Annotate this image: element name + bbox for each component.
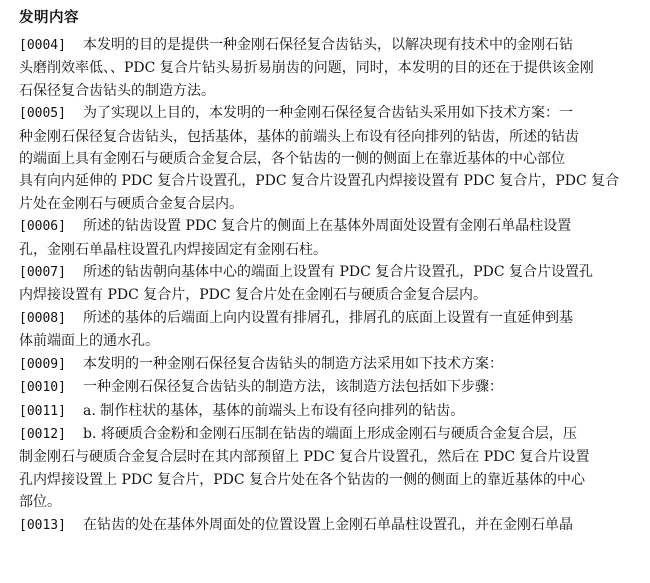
paragraph-line bbox=[19, 423, 639, 446]
paragraph-line bbox=[19, 353, 639, 376]
paragraph-line bbox=[19, 307, 639, 330]
paragraph-line bbox=[19, 148, 639, 170]
paragraph-text: 所述的钻齿朝向基体中心的端面上设置有 PDC 复合片设置孔，PDC 复合片设置孔 bbox=[83, 264, 594, 281]
paragraph bbox=[19, 261, 639, 307]
paragraph-text: 所述的钻齿设置 PDC 复合片的侧面上在基体外周面处设置有金刚石单晶柱设置 bbox=[83, 218, 572, 235]
paragraph-text: 本发明的一种金刚石保径复合齿钻头的制造方法采用如下技术方案： bbox=[83, 355, 503, 372]
paragraph-line bbox=[19, 261, 639, 284]
paragraph-text: 制金刚石与硬质合金复合层时在其内部预留上 PDC 复合片设置孔，然后在 PDC 复合片设置 bbox=[19, 449, 590, 466]
paragraph bbox=[19, 400, 639, 423]
section-heading: 发明内容 bbox=[19, 10, 79, 26]
paragraph-list bbox=[19, 34, 639, 537]
paragraph-text: 的端面上具有金刚石与硬质合金复合层，各个钻齿的一侧的侧面上在靠近基体的中心部位 bbox=[19, 151, 565, 168]
paragraph bbox=[19, 34, 639, 102]
paragraph-line bbox=[19, 57, 639, 79]
paragraph-number: [0005] bbox=[19, 106, 66, 122]
paragraph-number: [0013] bbox=[19, 517, 66, 533]
paragraph-line bbox=[19, 514, 639, 537]
paragraph bbox=[19, 423, 639, 514]
paragraph-text: 头磨削效率低、、PDC 复合片钻头易折易崩齿的问题，同时，本发明的目的还在于提供该金刚 bbox=[19, 60, 594, 77]
paragraph-text: 石保径复合齿钻头的制造方法。 bbox=[19, 82, 215, 99]
paragraph-text: 孔内焊接设置上 PDC 复合片，PDC 复合片处在各个钻齿的一侧的侧面上的靠近基体的中心 bbox=[19, 471, 586, 488]
paragraph-text: 一种金刚石保径复合齿钻头的制造方法，该制造方法包括如下步骤： bbox=[83, 379, 503, 396]
paragraph-text: 内焊接设置有 PDC 复合片，PDC 复合片处在金刚石与硬质合金复合层内。 bbox=[19, 287, 488, 304]
paragraph-text: 所述的基体的后端面上向内设置有排屑孔，排屑孔的底面上设置有一直延伸到基 bbox=[83, 309, 573, 326]
paragraph bbox=[19, 514, 639, 537]
paragraph-number: [0012] bbox=[19, 426, 66, 442]
paragraph bbox=[19, 353, 639, 376]
paragraph-number: [0006] bbox=[19, 219, 66, 235]
paragraph bbox=[19, 376, 639, 399]
paragraph-text: 本发明的目的是提供一种金刚石保径复合齿钻头，以解决现有技术中的金刚石钻 bbox=[83, 37, 573, 53]
paragraph-line bbox=[19, 469, 639, 491]
paragraph-line bbox=[19, 170, 639, 192]
paragraph-line bbox=[19, 193, 639, 215]
paragraph-number: [0009] bbox=[19, 356, 66, 372]
paragraph-line bbox=[19, 80, 639, 102]
paragraph-text: 孔，金刚石单晶柱设置孔内焊接固定有金刚石柱。 bbox=[19, 241, 327, 258]
paragraph-number: [0004] bbox=[19, 38, 66, 53]
paragraph-text: 体前端面上的通水孔。 bbox=[19, 333, 159, 350]
paragraph-line bbox=[19, 239, 639, 261]
paragraph-text: 片处在金刚石与硬质合金复合层内。 bbox=[19, 195, 243, 212]
paragraph-text: 为了实现以上目的，本发明的一种金刚石保径复合齿钻头采用如下技术方案：一 bbox=[83, 105, 573, 122]
paragraph-number: [0008] bbox=[19, 310, 66, 326]
paragraph-line bbox=[19, 400, 639, 423]
paragraph-line bbox=[19, 126, 639, 148]
paragraph-number: [0007] bbox=[19, 265, 66, 281]
paragraph bbox=[19, 215, 639, 261]
paragraph-line bbox=[19, 376, 639, 399]
paragraph-line bbox=[19, 215, 639, 238]
paragraph-number: [0010] bbox=[19, 380, 66, 396]
paragraph-line bbox=[19, 330, 639, 352]
paragraph-line bbox=[19, 491, 639, 513]
paragraph-line bbox=[19, 102, 639, 125]
paragraph-line bbox=[19, 446, 639, 468]
paragraph-number: [0011] bbox=[19, 403, 66, 419]
paragraph-text: 种金刚石保径复合齿钻头，包括基体，基体的前端头上布设有径向排列的钻齿，所述的钻齿 bbox=[19, 128, 579, 145]
paragraph-line bbox=[19, 34, 639, 57]
paragraph-text: a. 制作柱状的基体，基体的前端头上布设有径向排列的钻齿。 bbox=[83, 402, 465, 419]
paragraph-text: 部位。 bbox=[19, 494, 61, 511]
paragraph-line bbox=[19, 284, 639, 306]
paragraph bbox=[19, 307, 639, 353]
paragraph-text: 在钻齿的处在基体外周面处的位置设置上金刚石单晶柱设置孔，并在金刚石单晶 bbox=[83, 516, 573, 533]
paragraph bbox=[19, 102, 639, 215]
paragraph-text: 具有向内延伸的 PDC 复合片设置孔，PDC 复合片设置孔内焊接设置有 PDC 复合片，PDC 复合 bbox=[19, 173, 620, 190]
paragraph-text: b. 将硬质合金粉和金刚石压制在钻齿的端面上形成金刚石与硬质合金复合层，压 bbox=[83, 425, 577, 442]
